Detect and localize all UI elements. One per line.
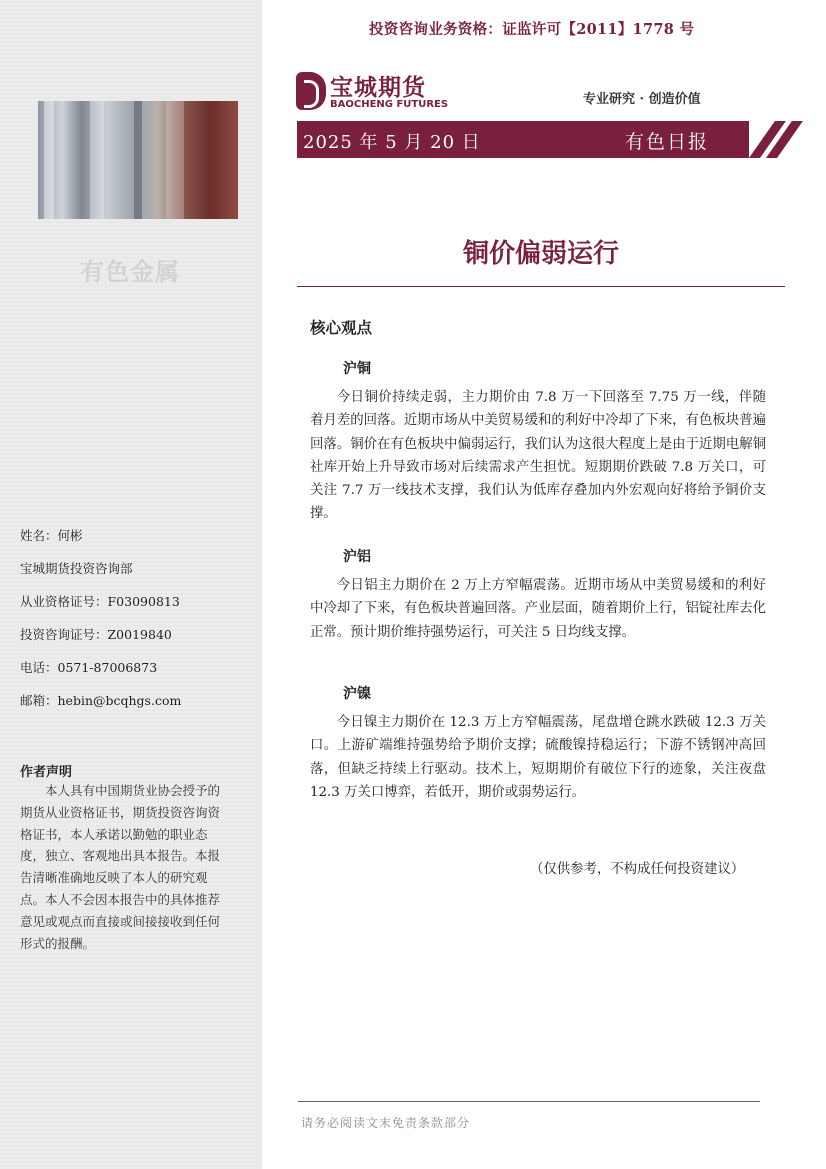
analyst-phone: 电话：0571-87006873: [20, 660, 158, 675]
title-divider: [297, 286, 785, 287]
consulting-number: 投资咨询证号：Z0019840: [20, 627, 172, 642]
report-date: 2025 年 5 月 20 日: [303, 132, 481, 153]
report-title: 铜价偏弱运行: [462, 239, 619, 269]
copper-heading: 沪铜: [343, 361, 371, 377]
aluminum-heading: 沪铝: [343, 549, 371, 565]
date-banner: [297, 121, 749, 158]
logo-chinese-name: 宝城期货: [330, 74, 426, 101]
cover-photo: [38, 101, 238, 219]
aluminum-paragraph: 今日铝主力期价在 2 万上方窄幅震荡。近期市场从中美贸易缓和的利好中冷却了下来，有色板块普遍回落。产业层面，随着期价上行，铝锭社库去化正常。预计期价维持强势运行，可关注 5 日均线支撑。: [310, 578, 766, 640]
logo-mark-icon: [296, 72, 326, 110]
report-type: 有色日报: [624, 131, 709, 153]
declaration-title: 作者声明: [20, 765, 73, 780]
sector-label: 有色金属: [80, 258, 180, 286]
analyst-name: 姓名：何彬: [20, 528, 83, 543]
qualification-number: 从业资格证号：F03090813: [20, 594, 180, 609]
declaration-text: 本人具有中国期货业协会授予的期货从业资格证书，期货投资咨询资格证书，本人承诺以勤勉的职业态度，独立、客观地出具本报告。本报告清晰准确地反映了本人的研究观点。本人不会因本报告中的具体推荐意见或观点而直接或间接接收到任何形式的报酬。: [20, 783, 221, 951]
analyst-department: 宝城期货投资咨询部: [20, 561, 133, 576]
copper-paragraph: 今日铜价持续走弱，主力期价由 7.8 万一下回落至 7.75 万一线，伴随着月差的回落。近期市场从中美贸易缓和的利好中冷却了下来，有色板块普遍回落。铜价在有色板块中偏弱运行，我们认为这很大程度上是由于近期电解铜社库开始上升导致市场对后续需求产生担忧。短期期价跌破 7.8 万关口，可关注 7.7 万一线技术支撑，我们认为低库存叠加内外宏观向好将给予铜价支撑。: [310, 390, 766, 522]
sidebar: [0, 0, 262, 1169]
nickel-heading: 沪镍: [343, 686, 371, 702]
slogan: 专业研究 · 创造价值: [583, 92, 701, 107]
analyst-email: 邮箱：hebin@bcqhgs.com: [20, 693, 182, 708]
footer-note: 请务必阅读文末免责条款部分: [301, 1116, 471, 1130]
declaration-body: [20, 780, 230, 954]
section-heading: 核心观点: [310, 318, 373, 337]
nickel-paragraph: 今日镍主力期价在 12.3 万上方窄幅震荡，尾盘增仓跳水跌破 12.3 万关口。上游矿端维持强势给予期价支撑；硫酸镍持稳运行；下游不锈钢冲高回落，但缺乏持续上行驱动。技术上，短期期价有破位下行的迹象，关注夜盘 12.3 万关口博弈，若低开，期价或弱势运行。: [310, 715, 766, 800]
footer-divider: [298, 1101, 760, 1102]
license-line: 投资咨询业务资格：证监许可【2011】1778 号: [369, 21, 695, 38]
analyst-contact: [20, 527, 181, 725]
disclaimer: （仅供参考，不构成任何投资建议）: [530, 862, 745, 877]
logo-english-name: BAOCHENG FUTURES: [330, 99, 449, 110]
